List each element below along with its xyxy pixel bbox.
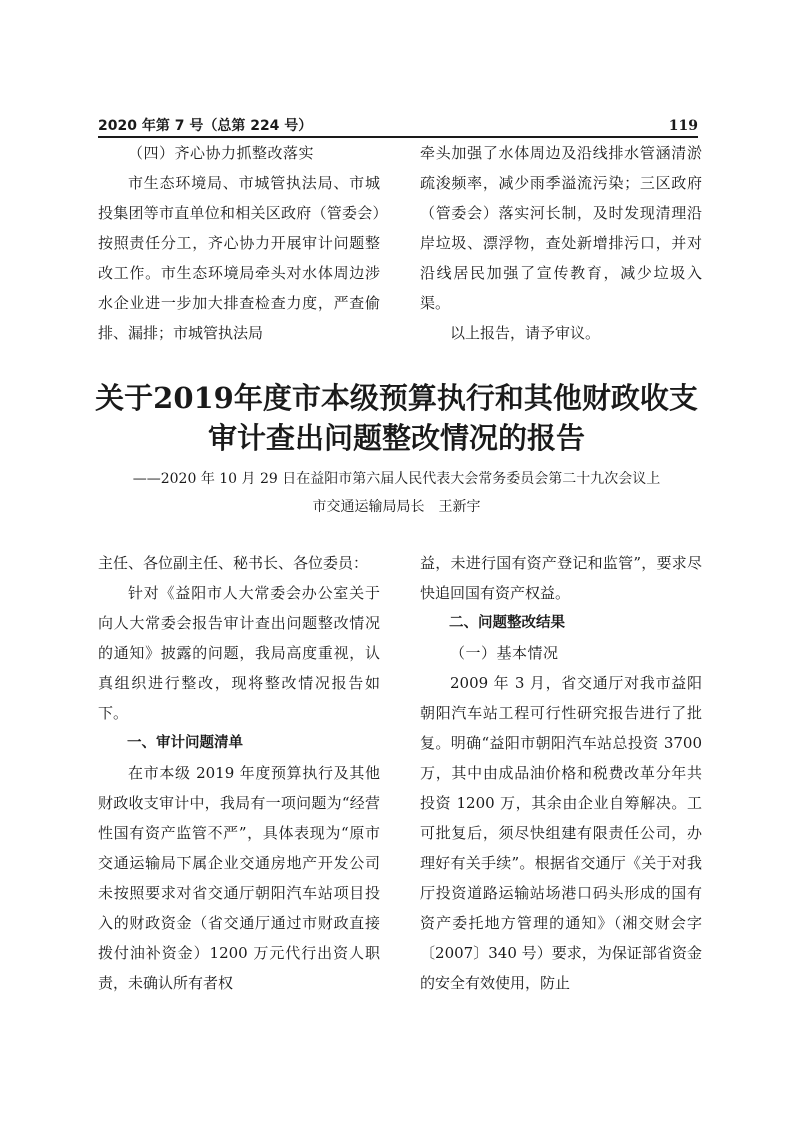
paragraph: 益，未进行国有资产登记和监管”，要求尽快追回国有资产权益。	[420, 554, 702, 602]
prev-article-right-column	[420, 138, 702, 348]
salutation: 主任、各位副主任、秘书长、各位委员：	[98, 554, 369, 572]
page-number: 119	[668, 118, 698, 134]
section-subheading: （四）齐心协力抓整改落实	[128, 144, 315, 162]
article-left-column	[98, 548, 380, 998]
article-right-column	[420, 548, 702, 998]
prev-article-left-column	[98, 138, 380, 348]
paragraph: 市生态环境局、市城管执法局、市城投集团等市直单位和相关区政府（管委会）按照责任分工，齐心协力开展审计问题整改工作。市生态环境局牵头对水体周边涉水企业进一步加大排查检查力度，严查偷排、漏排；市城管执法局	[98, 174, 380, 342]
article-title-line-1: 关于2019年度市本级预算执行和其他财政收支	[95, 381, 698, 415]
paragraph: 2009 年 3 月，省交通厅对我市益阳朝阳汽车站工程可行性研究报告进行了批复。明确“益阳市朝阳汽车站总投资 3700 万，其中由成品油价格和税费改革分年共投资 1200 万，其余由企业自筹解决。工可批复后，须尽快组建有限责任公司，办理好有关手续”。根据省交通厅《关于对我厅投资道路运输站场港口码头形成的国有资产委托地方管理的通知》（湘交财会字〔2007〕340 号）要求，为保证部省资金的安全有效使用，防止	[420, 674, 702, 992]
article-title	[60, 378, 733, 458]
section-heading: 二、问题整改结果	[449, 615, 565, 631]
issue-label: 2020 年第 7 号（总第 224 号）	[98, 118, 313, 134]
article-title-line-2: 审计查出问题整改情况的报告	[207, 421, 585, 455]
article-subtitle: ——2020 年 10 月 29 日在益阳市第六届人民代表大会常务委员会第二十九次会议上	[132, 471, 661, 487]
paragraph: 在市本级 2019 年度预算执行及其他财政收支审计中，我局有一项问题为“经营性国有资产监管不严”，具体表现为“原市交通运输局下属企业交通房地产开发公司未按照要求对省交通厅朝阳汽车站项目投入的财政资金（省交通厅通过市财政直接拨付油补资金）1200 万元代行出资人职责，未确认所有者权	[98, 764, 380, 992]
page-header	[98, 116, 698, 138]
paragraph: 针对《益阳市人大常委会办公室关于向人大常委会报告审计查出问题整改情况的通知》披露的问题，我局高度重视，认真组织进行整改，现将整改情况报告如下。	[98, 584, 380, 722]
paragraph: 牵头加强了水体周边及沿线排水管涵清淤疏浚频率，减少雨季溢流污染；三区政府（管委会）落实河长制，及时发现清理沿岸垃圾、漂浮物，查处新增排污口，并对沿线居民加强了宣传教育，减少垃圾入渠。	[420, 144, 702, 312]
paragraph: 以上报告，请予审议。	[450, 324, 601, 342]
section-subheading: （一）基本情况	[450, 644, 559, 662]
section-heading: 一、审计问题清单	[127, 735, 243, 751]
article-author: 市交通运输局局长 王新宇	[312, 499, 481, 515]
